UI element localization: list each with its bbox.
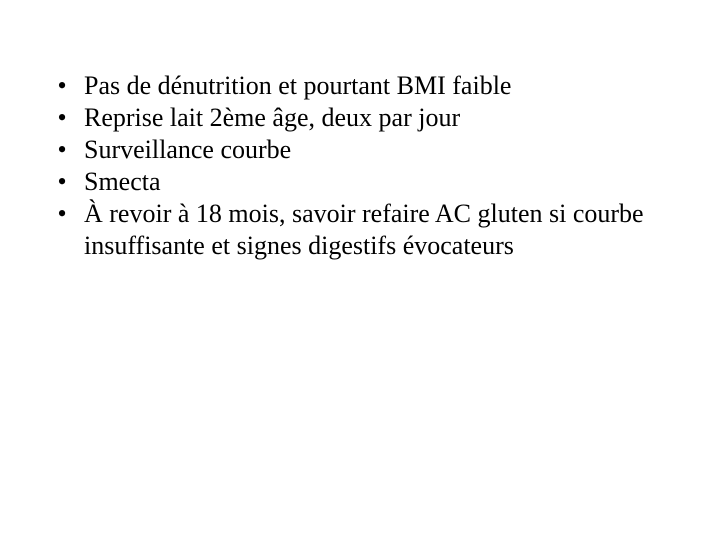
bullet-text: À revoir à 18 mois, savoir refaire AC gluten si courbe insuffisante et signes digestifs évocateurs (84, 199, 644, 260)
bullet-marker: • (57, 103, 67, 132)
bullet-text: Reprise lait 2ème âge, deux par jour (84, 103, 461, 132)
bullet-item-denutrition (0, 70, 720, 102)
bullet-marker: • (57, 71, 67, 100)
bullet-item-smecta (0, 166, 720, 198)
bullet-text: Surveillance courbe (84, 135, 292, 164)
bullet-item-revoir (0, 198, 720, 262)
bullet-item-reprise-lait (0, 102, 720, 134)
bullet-text: Pas de dénutrition et pourtant BMI faible (84, 71, 512, 100)
bullet-item-surveillance (0, 134, 720, 166)
bullet-list (0, 70, 720, 262)
bullet-text: Smecta (84, 167, 161, 196)
bullet-marker: • (57, 167, 67, 196)
bullet-marker: • (57, 199, 67, 228)
bullet-marker: • (57, 135, 67, 164)
